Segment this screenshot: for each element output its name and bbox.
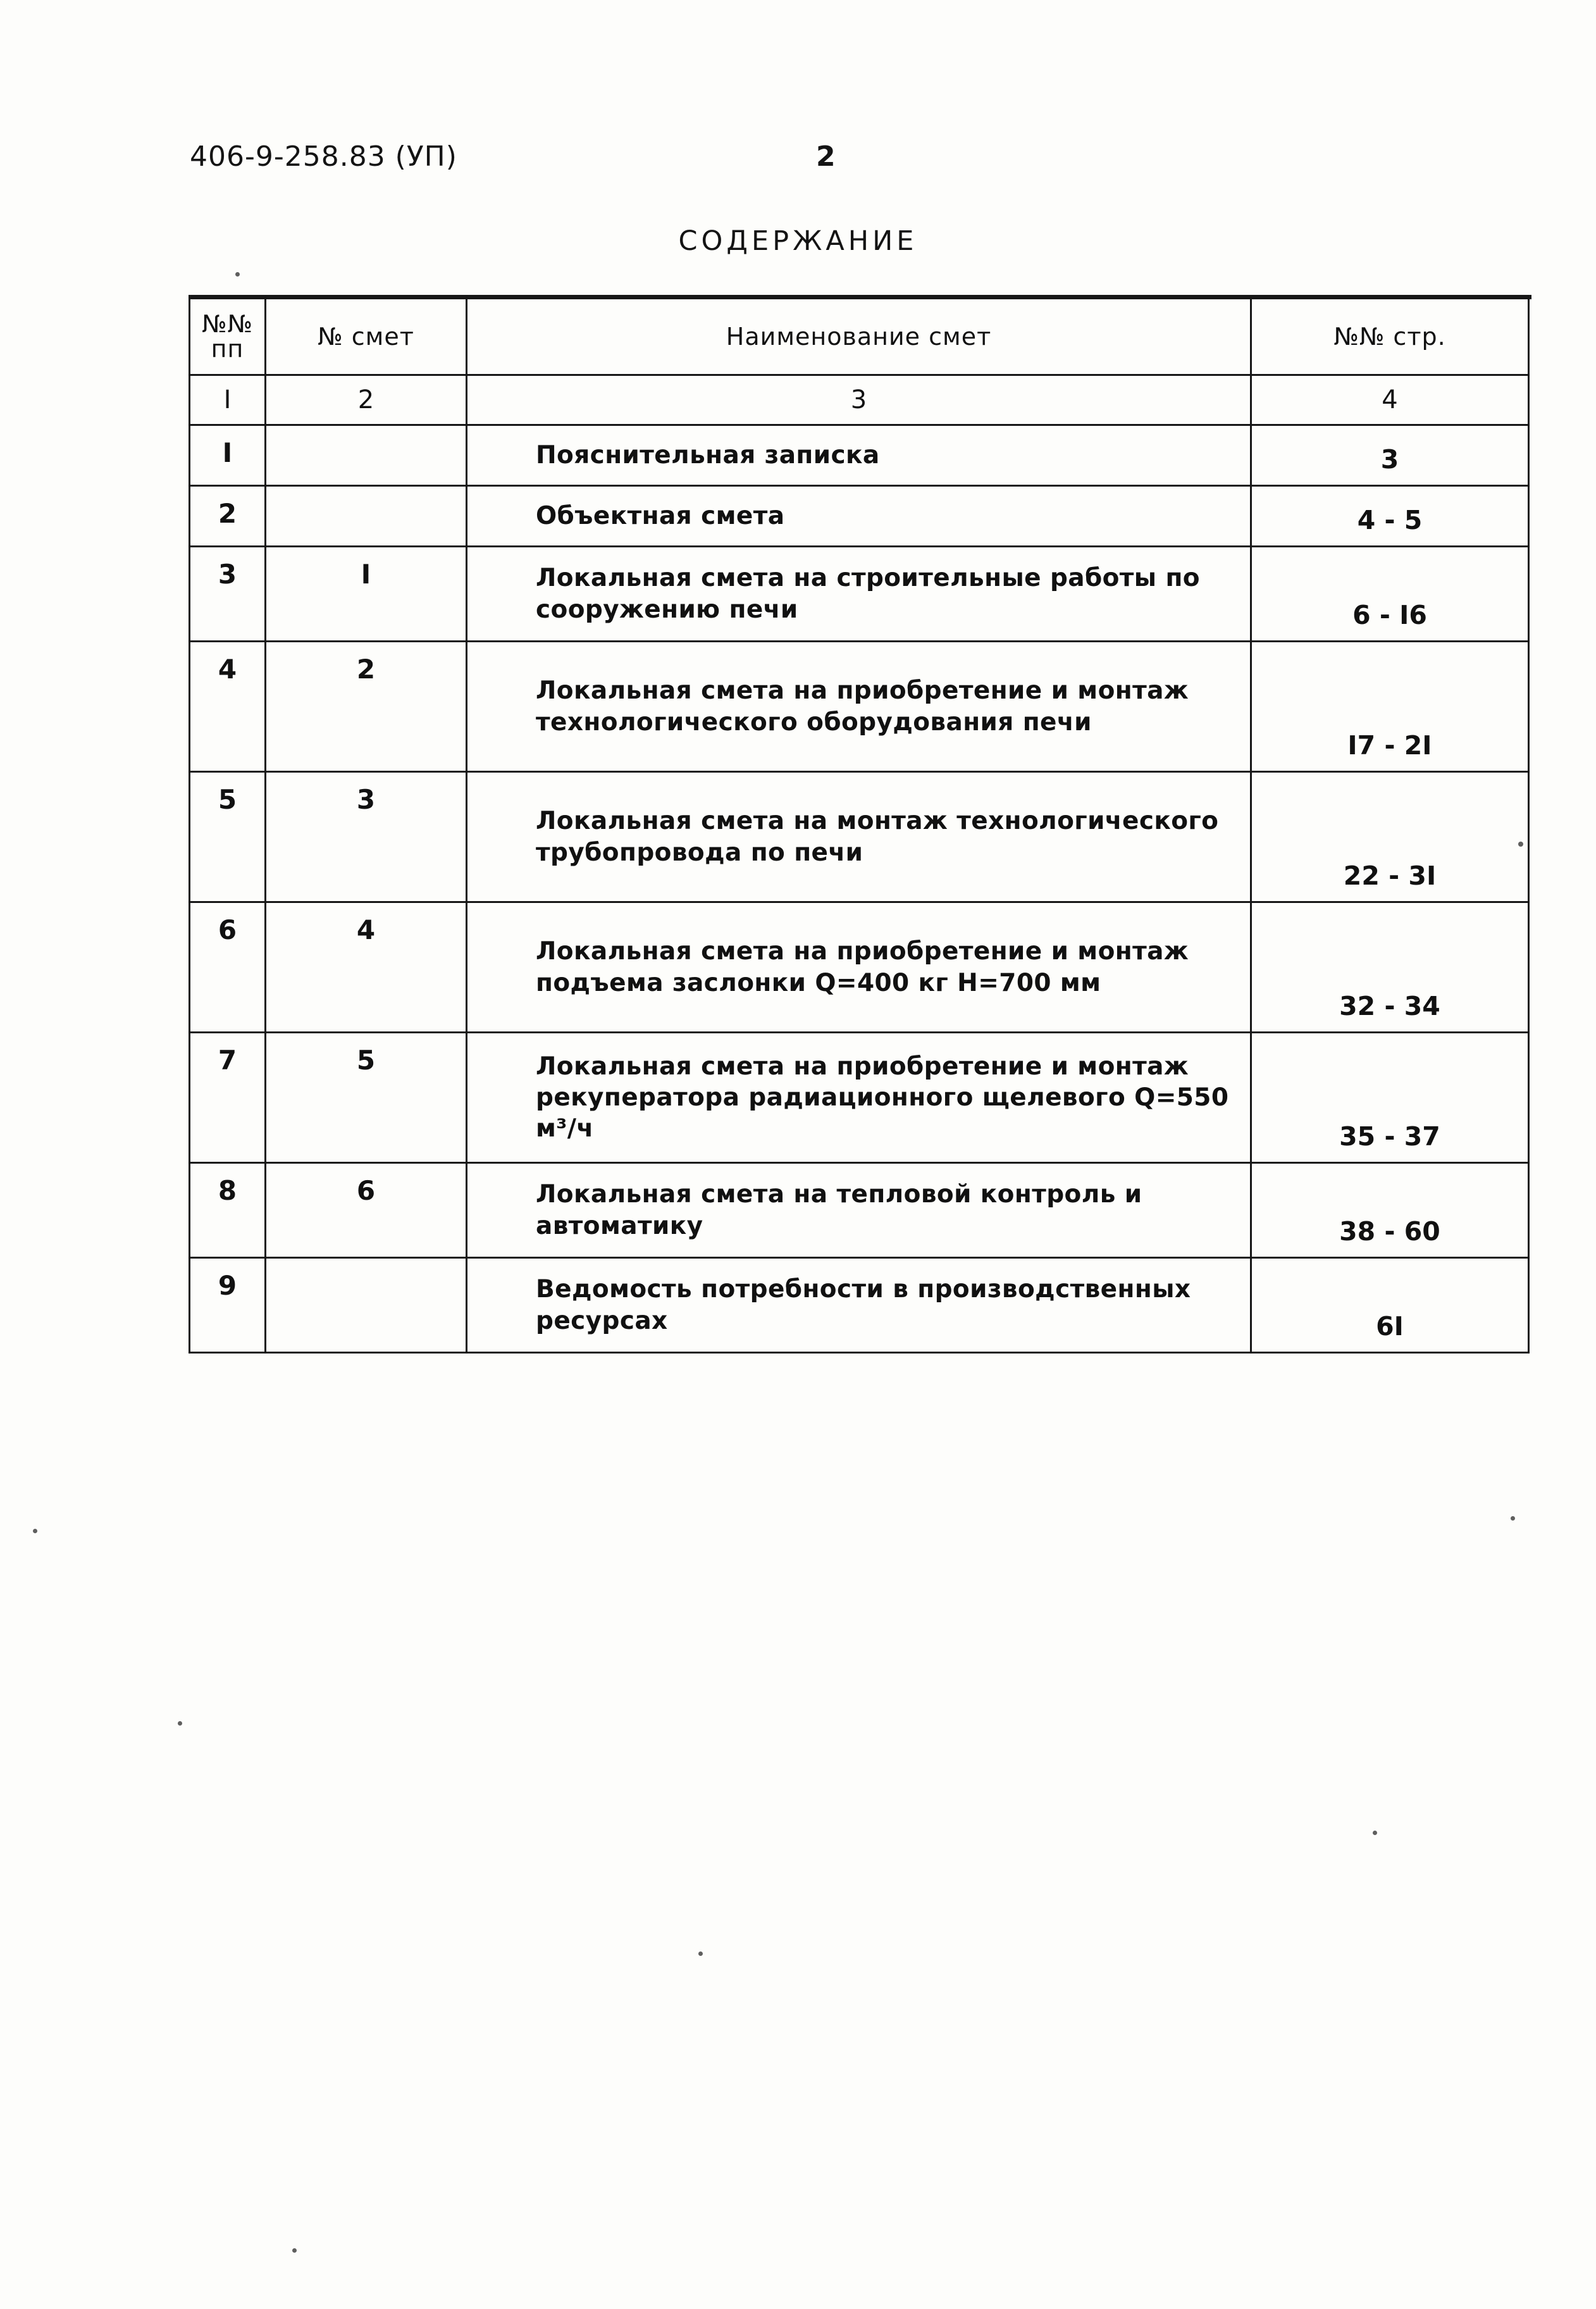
column-number-3: 3 bbox=[467, 375, 1251, 425]
scan-speck bbox=[1518, 842, 1523, 847]
row-title: Локальная смета на приобретение и монтаж подъема заслонки Q=400 кг H=700 мм bbox=[467, 902, 1251, 1033]
row-index: 6 bbox=[190, 902, 266, 1033]
header-index-line1: №№ bbox=[201, 310, 254, 339]
row-estimate-no: I bbox=[266, 547, 467, 642]
contents-table-body bbox=[190, 425, 1529, 1353]
row-estimate-no bbox=[266, 486, 467, 547]
row-index: 9 bbox=[190, 1258, 266, 1353]
row-title: Пояснительная записка bbox=[467, 425, 1251, 486]
table-row bbox=[190, 1258, 1529, 1353]
column-number-2: 2 bbox=[266, 375, 467, 425]
row-pages: 6I bbox=[1251, 1258, 1529, 1353]
page-title: СОДЕРЖАНИЕ bbox=[678, 225, 918, 257]
row-pages: 35 - 37 bbox=[1251, 1033, 1529, 1163]
scan-speck bbox=[1511, 1516, 1515, 1521]
row-title: Локальная смета на тепловой контроль и автоматику bbox=[467, 1163, 1251, 1258]
row-index: 2 bbox=[190, 486, 266, 547]
toc-table-wrap bbox=[189, 297, 1446, 1354]
column-number-1: I bbox=[190, 375, 266, 425]
row-title: Локальная смета на строительные работы по сооружению печи bbox=[467, 547, 1251, 642]
row-estimate-no: 5 bbox=[266, 1033, 467, 1163]
row-estimate-no: 6 bbox=[266, 1163, 467, 1258]
column-number-4: 4 bbox=[1251, 375, 1529, 425]
table-row bbox=[190, 425, 1529, 486]
table-column-number-row bbox=[190, 375, 1529, 425]
row-estimate-no bbox=[266, 1258, 467, 1353]
row-index: I bbox=[190, 425, 266, 486]
row-pages: 6 - I6 bbox=[1251, 547, 1529, 642]
document-code: 406-9-258.83 (УП) bbox=[190, 140, 457, 173]
scan-speck bbox=[1373, 1831, 1377, 1835]
row-pages: 3 bbox=[1251, 425, 1529, 486]
row-pages: 32 - 34 bbox=[1251, 902, 1529, 1033]
header-cell-title: Наименование смет bbox=[467, 299, 1251, 375]
header-index-line2: пп bbox=[211, 335, 244, 363]
row-index: 3 bbox=[190, 547, 266, 642]
table-row bbox=[190, 772, 1529, 902]
table-row bbox=[190, 1033, 1529, 1163]
row-title: Объектная смета bbox=[467, 486, 1251, 547]
scan-speck bbox=[698, 1951, 703, 1956]
scan-speck bbox=[292, 2248, 297, 2253]
row-index: 4 bbox=[190, 642, 266, 772]
scan-speck bbox=[235, 272, 240, 277]
contents-table bbox=[189, 297, 1530, 1354]
row-title: Локальная смета на приобретение и монтаж рекуператора радиационного щелевого Q=550 м³/ч bbox=[467, 1033, 1251, 1163]
row-pages: I7 - 2I bbox=[1251, 642, 1529, 772]
row-pages: 4 - 5 bbox=[1251, 486, 1529, 547]
row-title: Локальная смета на приобретение и монтаж технологического оборудования печи bbox=[467, 642, 1251, 772]
row-index: 5 bbox=[190, 772, 266, 902]
row-index: 8 bbox=[190, 1163, 266, 1258]
table-row bbox=[190, 547, 1529, 642]
row-title: Ведомость потребности в производственных ресурсах bbox=[467, 1258, 1251, 1353]
row-pages: 22 - 3I bbox=[1251, 772, 1529, 902]
header-cell-estimate-no: № смет bbox=[266, 299, 467, 375]
scan-speck bbox=[178, 1721, 182, 1726]
header-cell-pages: №№ стр. bbox=[1251, 299, 1529, 375]
table-row bbox=[190, 486, 1529, 547]
scan-speck bbox=[33, 1529, 37, 1533]
row-title: Локальная смета на монтаж технологического трубопровода по печи bbox=[467, 772, 1251, 902]
table-row bbox=[190, 1163, 1529, 1258]
row-index: 7 bbox=[190, 1033, 266, 1163]
row-pages: 38 - 60 bbox=[1251, 1163, 1529, 1258]
header-cell-index bbox=[190, 299, 266, 375]
table-header-row bbox=[190, 299, 1529, 375]
row-estimate-no bbox=[266, 425, 467, 486]
table-row bbox=[190, 902, 1529, 1033]
row-estimate-no: 2 bbox=[266, 642, 467, 772]
row-estimate-no: 3 bbox=[266, 772, 467, 902]
table-row bbox=[190, 642, 1529, 772]
row-estimate-no: 4 bbox=[266, 902, 467, 1033]
page-number: 2 bbox=[816, 140, 836, 173]
